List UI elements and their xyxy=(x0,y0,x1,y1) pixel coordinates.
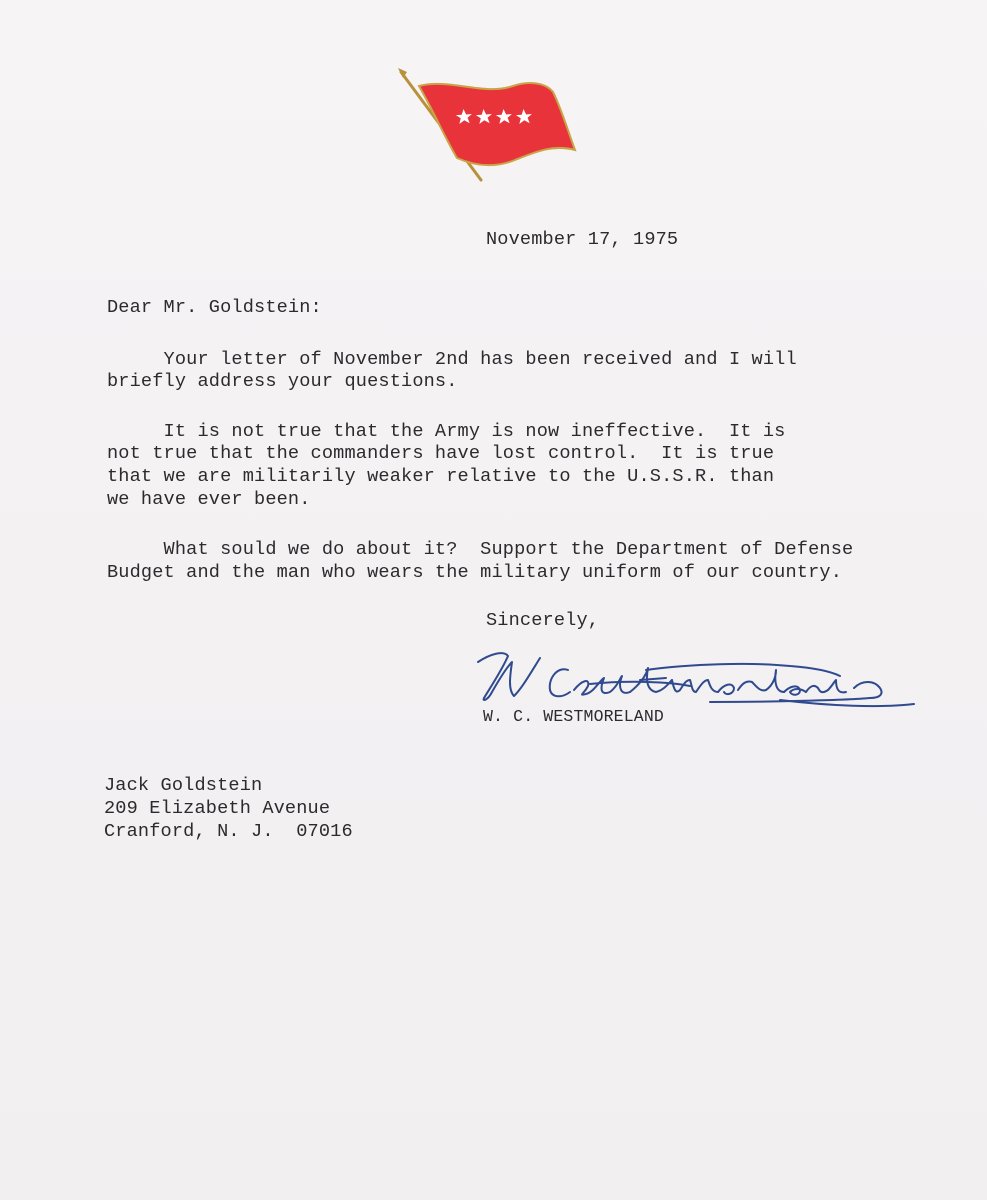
closing: Sincerely, xyxy=(486,610,600,631)
paragraph-2-line-1: It is not true that the Army is now ineffective. It is xyxy=(107,421,786,442)
paragraph-3-line-2: Budget and the man who wears the military uniform of our country. xyxy=(107,562,843,583)
paragraph-3-line-1: What sould we do about it? Support the Department of Defense xyxy=(107,539,854,560)
recipient-city: Cranford, N. J. 07016 xyxy=(104,821,353,842)
four-star-general-flag-icon xyxy=(395,66,580,184)
paragraph-2-line-4: we have ever been. xyxy=(107,489,311,510)
paragraph-2-line-2: not true that the commanders have lost control. It is true xyxy=(107,443,775,464)
recipient-street: 209 Elizabeth Avenue xyxy=(104,798,331,819)
paragraph-2-line-3: that we are militarily weaker relative to the U.S.S.R. than xyxy=(107,466,775,487)
paragraph-1-line-2: briefly address your questions. xyxy=(107,371,458,392)
paragraph-1-line-1: Your letter of November 2nd has been received and I will xyxy=(107,349,797,370)
salutation: Dear Mr. Goldstein: xyxy=(107,297,322,318)
letter-date: November 17, 1975 xyxy=(486,229,679,250)
handwritten-signature xyxy=(470,640,920,715)
recipient-name: Jack Goldstein xyxy=(104,775,263,796)
signer-name: W. C. WESTMORELAND xyxy=(483,707,664,726)
